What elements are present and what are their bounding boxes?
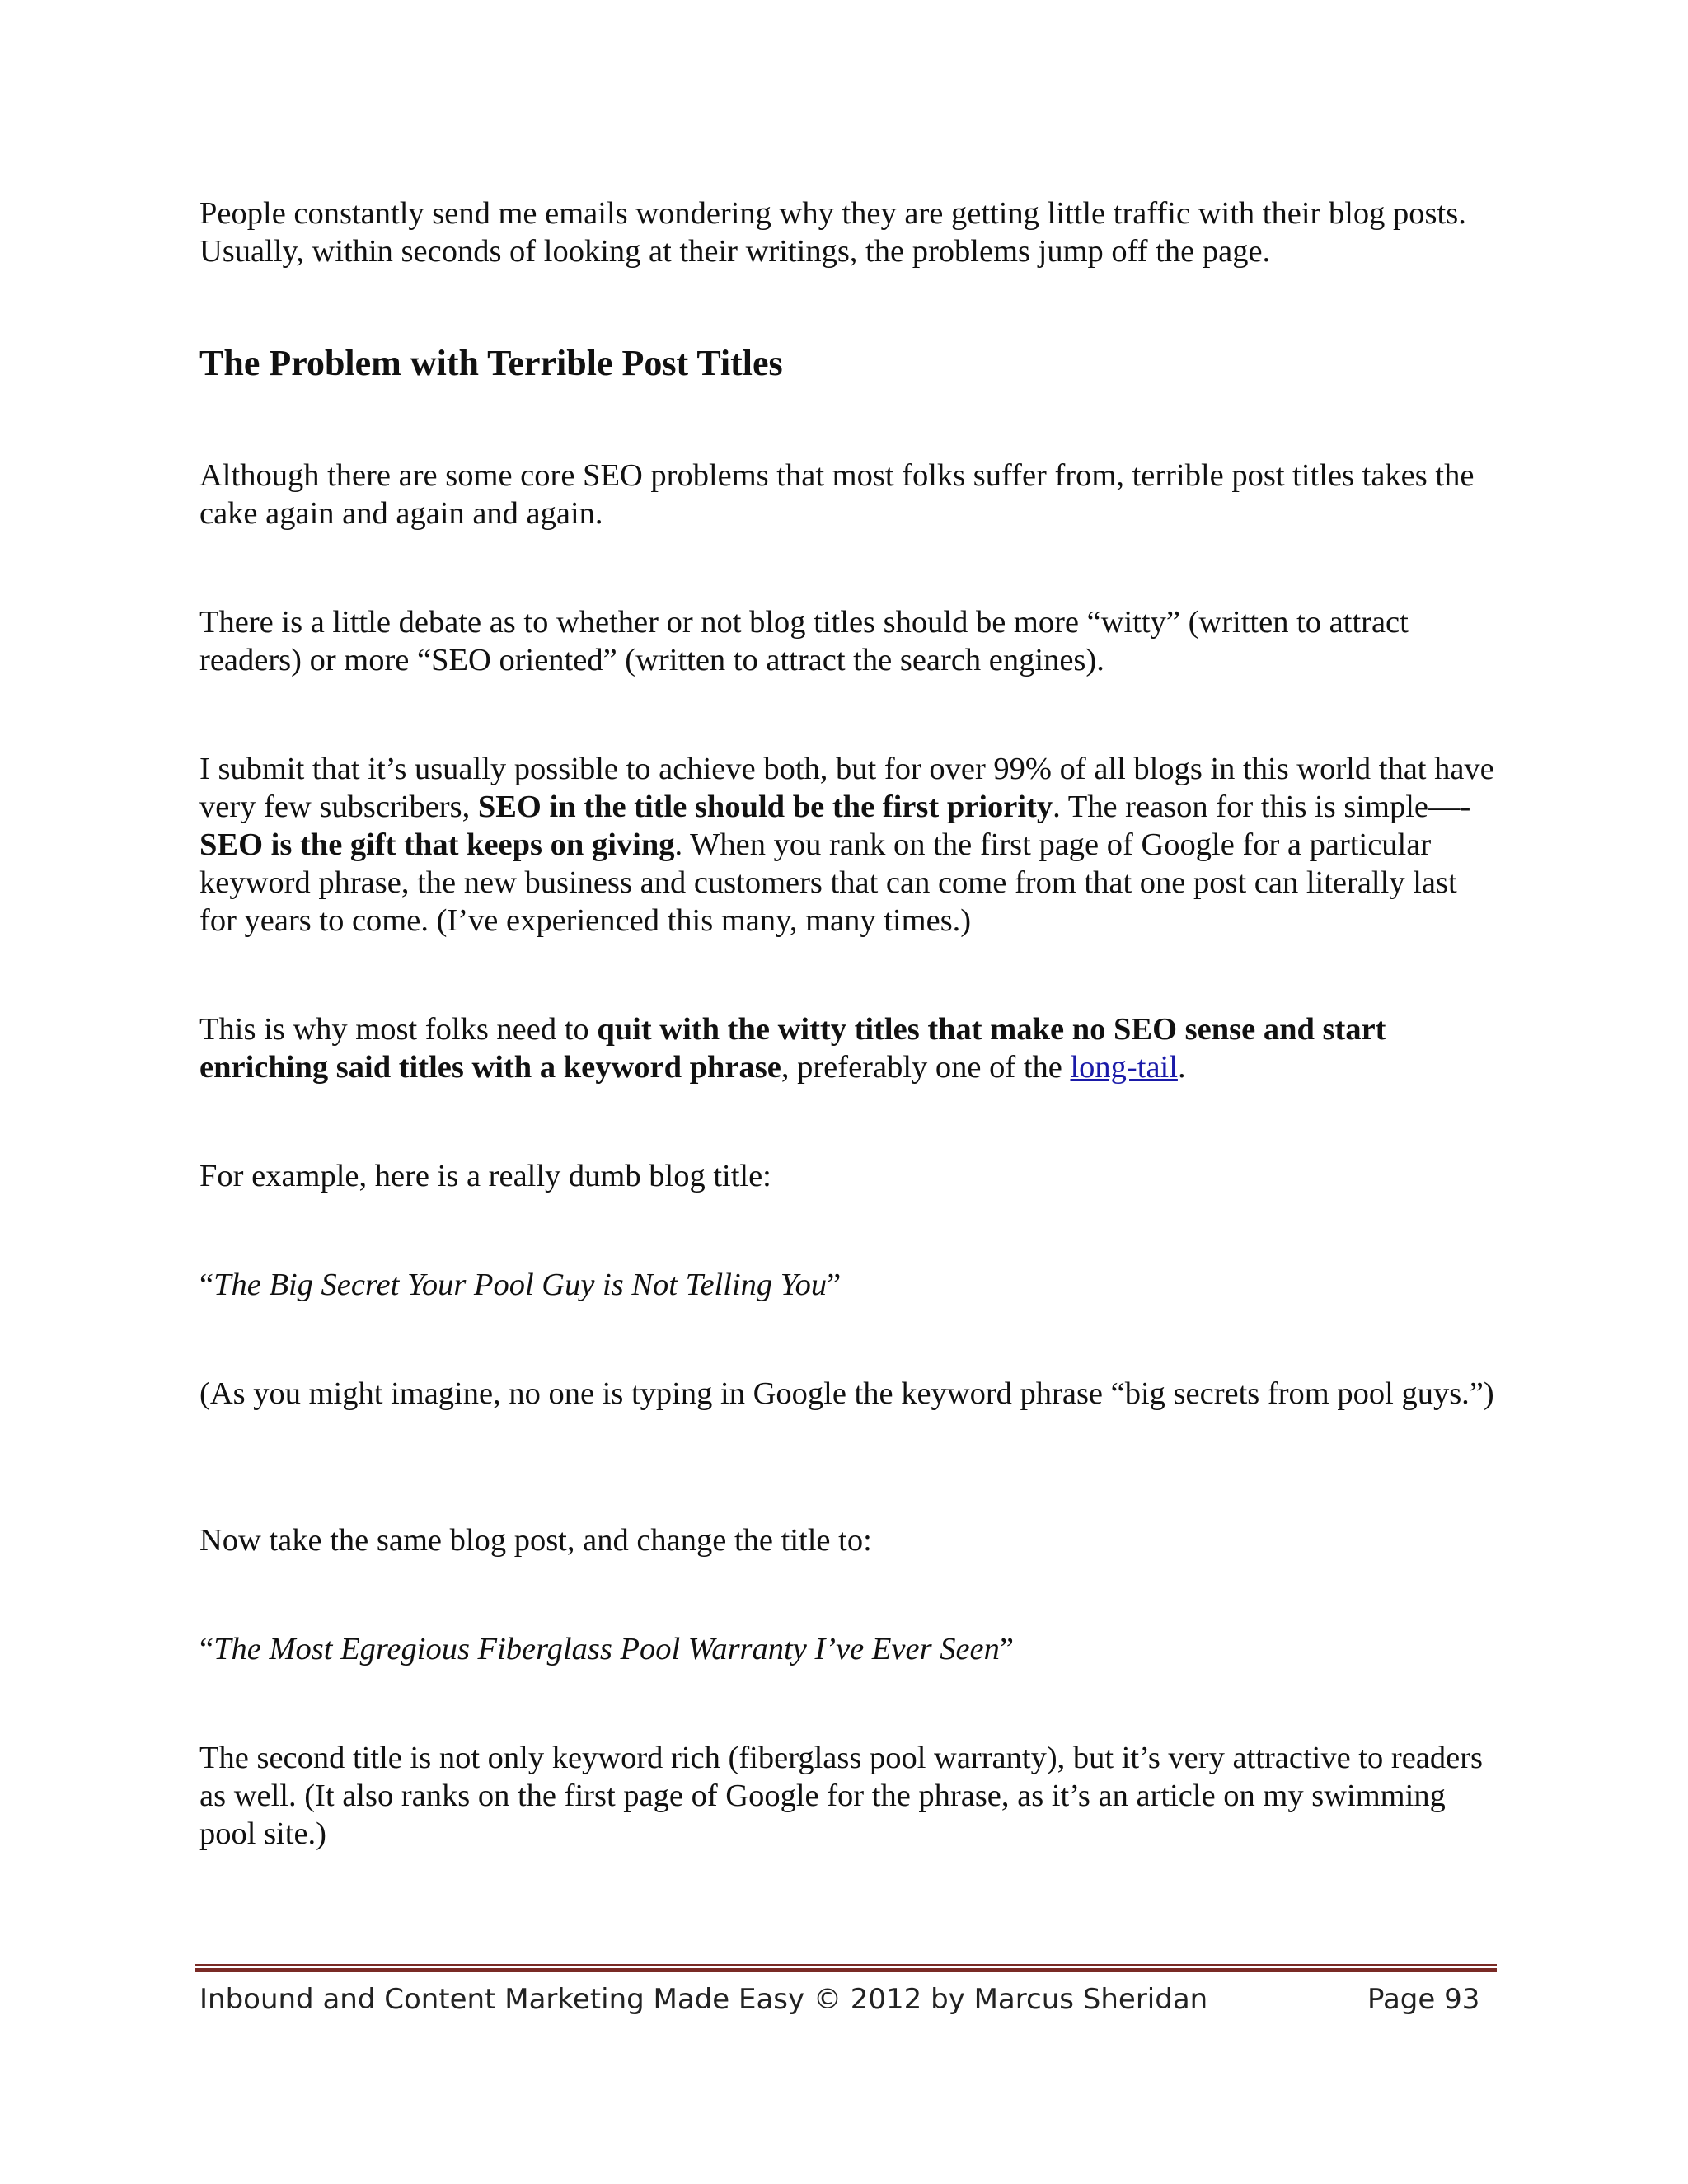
text-run: . When you rank on the first page of Google for a particular keyword phrase, the new business and customers that can come from that one post can literally last for years to come. (I’ve experienced this many, many times.) [199, 827, 1457, 938]
bold-run: quit with the witty titles that make no SEO sense and start enriching said titles with a keyword phrase [199, 1012, 1386, 1085]
footer-divider [195, 1964, 1497, 1972]
text-run: , preferably one of the [781, 1050, 1071, 1085]
bold-run: SEO in the title should be the first priority [477, 790, 1053, 824]
text-run: This is why most folks need to [199, 1012, 598, 1047]
paragraph-intro: People constantly send me emails wondering why they are getting little traffic with their blog posts. Usually, within seconds of looking at their writings, the problems jump off the page. [199, 196, 1466, 269]
quote-open: “ [199, 1632, 214, 1666]
quote-better-title [199, 1630, 1498, 1668]
paragraph-no-one-typing: (As you might imagine, no one is typing in Google the keyword phrase “big secrets from pool guys.”) [199, 1376, 1494, 1411]
footer-copyright: Inbound and Content Marketing Made Easy © 2012 by Marcus Sheridan [199, 1983, 1208, 2016]
paragraph-seo-priority [199, 750, 1498, 940]
long-tail-link[interactable]: long-tail [1070, 1050, 1178, 1085]
text-run: I submit that it’s usually possible to achieve both, but for over 99% of all blogs in this world that have very few subscribers, [199, 752, 1494, 824]
italic-title: The Most Egregious Fiberglass Pool Warranty I’ve Ever Seen [213, 1632, 1000, 1666]
paragraph-second-title: The second title is not only keyword rich (fiberglass pool warranty), but it’s very attractive to readers as well. (It also ranks on the first page of Google for the phrase, as it’s an article on my swimming pool site.) [199, 1741, 1484, 1851]
quote-close: ” [999, 1632, 1014, 1666]
quote-dumb-title [199, 1266, 1498, 1304]
quote-close: ” [827, 1268, 842, 1302]
section-heading: The Problem with Terrible Post Titles [199, 343, 783, 383]
paragraph-example: For example, here is a really dumb blog title: [199, 1159, 771, 1193]
quote-open: “ [199, 1268, 214, 1302]
italic-title: The Big Secret Your Pool Guy is Not Telling You [213, 1268, 828, 1302]
paragraph-debate: There is a little debate as to whether or not blog titles should be more “witty” (written to attract readers) or more “SEO oriented” (written to attract the search engines). [199, 605, 1409, 677]
footer-page-number: Page 93 [1367, 1983, 1480, 2016]
bold-run: SEO is the gift that keeps on giving [199, 827, 675, 862]
text-run: . [1177, 1050, 1186, 1085]
paragraph-core-seo: Although there are some core SEO problems that most folks suffer from, terrible post titles takes the cake again and again and again. [199, 458, 1475, 531]
paragraph-witty-titles [199, 1010, 1498, 1086]
text-run: . The reason for this is simple—- [1053, 790, 1471, 824]
paragraph-change-title: Now take the same blog post, and change the title to: [199, 1523, 872, 1558]
